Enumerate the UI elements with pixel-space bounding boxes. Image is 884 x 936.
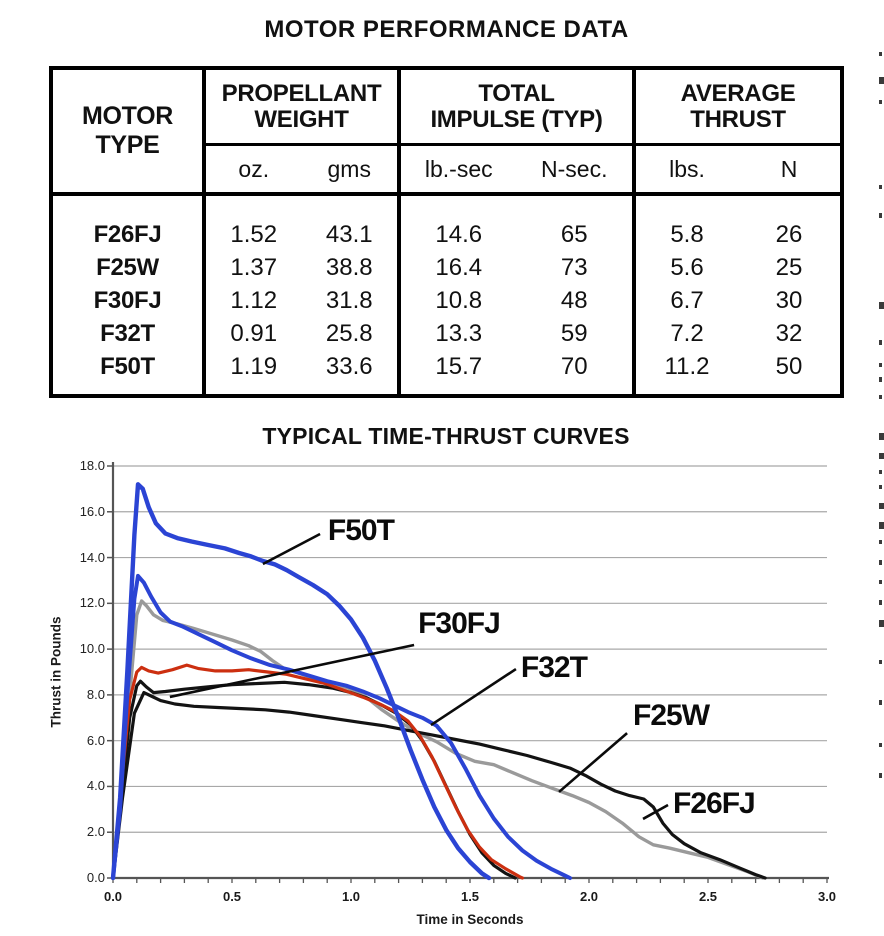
x-tick-label: 2.0 bbox=[579, 889, 599, 904]
edge-fragment bbox=[879, 743, 882, 747]
y-axis-title: Thrust in Pounds bbox=[48, 616, 64, 728]
edge-fragment bbox=[879, 52, 882, 56]
y-tick-label: 10.0 bbox=[79, 641, 105, 657]
edge-fragment bbox=[879, 340, 882, 345]
motor-type-cell: F25W bbox=[96, 254, 159, 281]
table-cell: 25 bbox=[775, 254, 803, 281]
table-row-weight bbox=[206, 317, 397, 350]
column-header-propellant-weight bbox=[206, 70, 397, 146]
y-tick-label: 8.0 bbox=[86, 686, 105, 702]
table-row-weight bbox=[206, 284, 397, 317]
table-cell: 1.19 bbox=[230, 353, 278, 380]
column-header-total-impulse bbox=[401, 70, 632, 146]
header-line: IMPULSE (TYP) bbox=[430, 105, 603, 133]
table-cell: 5.8 bbox=[670, 221, 704, 248]
table-cell: 16.4 bbox=[435, 254, 483, 281]
y-tick-label: 18.0 bbox=[79, 458, 105, 473]
unit-label-n: N bbox=[780, 155, 798, 182]
edge-fragment bbox=[879, 213, 882, 218]
table-row-thrust bbox=[636, 218, 840, 251]
x-tick-label: 1.0 bbox=[341, 889, 361, 904]
pointer-line-f50t bbox=[263, 534, 320, 564]
table-cell: 50 bbox=[775, 353, 803, 380]
edge-fragment bbox=[879, 302, 884, 309]
edge-fragment bbox=[879, 560, 882, 565]
table-row-impulse bbox=[401, 251, 632, 284]
edge-fragment bbox=[879, 377, 882, 382]
pointer-line-f26fj bbox=[643, 805, 668, 819]
edge-fragment bbox=[879, 395, 882, 399]
y-tick-label: 6.0 bbox=[86, 732, 105, 748]
table-body-thrust bbox=[636, 192, 840, 390]
chart-title: TYPICAL TIME-THRUST CURVES bbox=[262, 423, 630, 449]
header-line: THRUST bbox=[690, 105, 786, 133]
unit-label-gms: gms bbox=[327, 155, 371, 182]
header-line: MOTOR bbox=[81, 102, 174, 130]
curve-label-f32t: F32T bbox=[520, 651, 587, 684]
table-cell: 13.3 bbox=[435, 320, 483, 347]
x-tick-label: 1.5 bbox=[460, 889, 480, 904]
table-cell: 26 bbox=[775, 221, 803, 248]
header-line: TOTAL bbox=[478, 79, 555, 107]
column-motor-type bbox=[53, 70, 206, 394]
edge-fragment bbox=[879, 470, 882, 474]
pointer-line-f32t bbox=[431, 669, 516, 725]
table-body-impulse bbox=[401, 192, 632, 390]
table-cell: 31.8 bbox=[325, 287, 373, 314]
edge-fragment bbox=[879, 185, 882, 189]
edge-fragment bbox=[879, 600, 882, 605]
x-tick-label: 0.5 bbox=[222, 889, 242, 904]
table-row-impulse bbox=[401, 317, 632, 350]
table-row-weight bbox=[206, 251, 397, 284]
edge-fragment bbox=[879, 363, 882, 367]
edge-fragment bbox=[879, 540, 882, 544]
unit-label-lbs: lbs. bbox=[669, 155, 705, 182]
column-header-average-thrust bbox=[636, 70, 840, 146]
table-cell: 38.8 bbox=[325, 254, 373, 281]
motor-type-cell: F26FJ bbox=[93, 221, 162, 248]
edge-fragment bbox=[879, 433, 884, 440]
y-tick-label: 14.0 bbox=[79, 549, 105, 565]
motor-performance-table bbox=[49, 66, 844, 398]
units-row-impulse bbox=[401, 146, 632, 192]
curve-f25w bbox=[113, 601, 763, 878]
table-cell: 10.8 bbox=[435, 287, 483, 314]
units-row-propellant bbox=[206, 146, 397, 192]
table-row-thrust bbox=[636, 284, 840, 317]
units-row-thrust bbox=[636, 146, 840, 192]
unit-label-oz: oz. bbox=[238, 155, 270, 182]
edge-fragment bbox=[879, 620, 884, 627]
edge-fragment bbox=[879, 100, 882, 104]
table-row-impulse bbox=[401, 350, 632, 383]
table-cell: 65 bbox=[560, 221, 588, 248]
header-line: AVERAGE bbox=[680, 79, 796, 107]
curve-label-f30fj: F30FJ bbox=[418, 607, 500, 641]
table-cell: 25.8 bbox=[325, 320, 373, 347]
curve-label-f25w: F25W bbox=[633, 699, 710, 733]
edge-fragment bbox=[879, 522, 884, 529]
edge-fragment bbox=[879, 77, 884, 84]
column-average-thrust bbox=[636, 70, 840, 394]
table-cell: 43.1 bbox=[325, 221, 373, 248]
table-cell: 7.2 bbox=[670, 320, 704, 347]
y-tick-label: 16.0 bbox=[79, 503, 105, 519]
table-cell: 5.6 bbox=[670, 254, 704, 281]
table-row-impulse bbox=[401, 218, 632, 251]
edge-fragment bbox=[879, 485, 882, 489]
table-row-thrust bbox=[636, 251, 840, 284]
table-row-weight bbox=[206, 350, 397, 383]
table-cell: 59 bbox=[560, 320, 588, 347]
y-tick-label: 2.0 bbox=[86, 824, 105, 840]
edge-fragment bbox=[879, 773, 882, 778]
unit-label-lb-sec: lb.-sec bbox=[424, 155, 493, 182]
curve-label-f50t: F50T bbox=[327, 513, 394, 547]
column-total-impulse bbox=[401, 70, 636, 394]
table-cell: 73 bbox=[560, 254, 588, 281]
header-line: PROPELLANT bbox=[221, 79, 382, 107]
edge-fragment bbox=[879, 580, 882, 584]
table-row-impulse bbox=[401, 284, 632, 317]
y-tick-label: 0.0 bbox=[86, 870, 105, 885]
x-tick-label: 0.0 bbox=[103, 889, 123, 904]
table-body-motor bbox=[53, 192, 202, 390]
table-cell: 48 bbox=[560, 287, 588, 314]
column-propellant-weight bbox=[206, 70, 401, 394]
page-title: MOTOR PERFORMANCE DATA bbox=[264, 16, 629, 43]
motor-type-cell: F50T bbox=[100, 353, 155, 380]
curve-label-f26fj: F26FJ bbox=[673, 786, 755, 820]
pointer-line-f25w bbox=[559, 733, 627, 792]
edge-fragment bbox=[879, 453, 884, 459]
table-cell: 33.6 bbox=[325, 353, 373, 380]
edge-fragment bbox=[879, 700, 882, 705]
table-cell: 6.7 bbox=[670, 287, 704, 314]
unit-label-n-sec: N-sec. bbox=[541, 155, 608, 182]
x-tick-label: 2.5 bbox=[698, 889, 718, 904]
table-row-thrust bbox=[636, 350, 840, 383]
table-cell: 1.12 bbox=[230, 287, 278, 314]
x-axis-title: Time in Seconds bbox=[416, 912, 524, 927]
table-cell: 0.91 bbox=[230, 320, 278, 347]
edge-fragment bbox=[879, 660, 882, 664]
table-row-weight bbox=[206, 218, 397, 251]
y-tick-label: 12.0 bbox=[79, 595, 105, 611]
table-cell: 14.6 bbox=[435, 221, 483, 248]
y-tick-label: 4.0 bbox=[86, 778, 105, 794]
table-cell: 32 bbox=[775, 320, 803, 347]
table-body-weight bbox=[206, 192, 397, 390]
motor-type-cell: F30FJ bbox=[93, 287, 162, 314]
table-cell: 30 bbox=[775, 287, 803, 314]
table-row-thrust bbox=[636, 317, 840, 350]
header-line: WEIGHT bbox=[254, 105, 349, 133]
table-cell: 11.2 bbox=[664, 353, 710, 380]
x-tick-label: 3.0 bbox=[817, 889, 837, 904]
column-header-motor-type bbox=[53, 70, 202, 192]
table-cell: 1.52 bbox=[230, 221, 278, 248]
edge-fragment bbox=[879, 503, 884, 509]
table-cell: 15.7 bbox=[435, 353, 483, 380]
table-cell: 1.37 bbox=[230, 254, 278, 281]
header-line: TYPE bbox=[95, 131, 160, 159]
table-cell: 70 bbox=[560, 353, 588, 380]
motor-type-cell: F32T bbox=[100, 320, 155, 347]
